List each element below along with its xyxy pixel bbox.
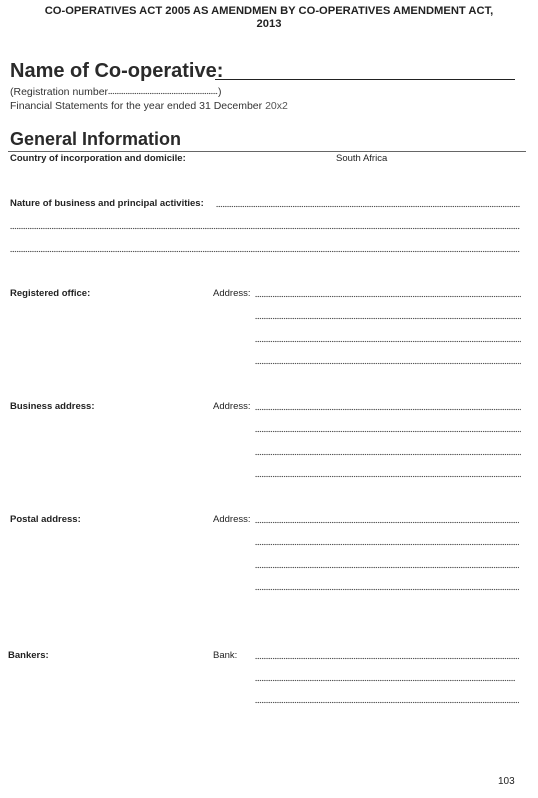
registered-office-field-3[interactable] — [255, 340, 521, 343]
bank-field-1[interactable] — [255, 657, 519, 660]
postal-address-address-label: Address: — [213, 514, 251, 525]
business-address-field-1[interactable] — [255, 408, 521, 411]
act-title-line1: CO-OPERATIVES ACT 2005 AS AMENDMEN BY CO-OPERATIVES AMENDMENT ACT, — [44, 5, 494, 17]
nature-of-business-field-1[interactable] — [216, 205, 520, 208]
postal-address-field-4[interactable] — [255, 588, 519, 591]
registered-office-label: Registered office: — [10, 288, 91, 299]
registration-number-field[interactable] — [108, 92, 218, 95]
business-address-field-3[interactable] — [255, 453, 521, 456]
financial-statements-line — [10, 100, 288, 112]
postal-address-field-1[interactable] — [255, 521, 519, 524]
country-value: South Africa — [336, 153, 388, 164]
registration-close: ) — [218, 86, 222, 98]
business-address-field-4[interactable] — [255, 475, 521, 478]
business-address-field-2[interactable] — [255, 430, 521, 433]
business-address-label: Business address: — [10, 401, 95, 412]
postal-address-label: Postal address: — [10, 514, 81, 525]
country-label: Country of incorporation and domicile: — [10, 153, 186, 164]
bank-field-2[interactable] — [255, 679, 515, 682]
nature-of-business-field-2[interactable] — [10, 227, 520, 230]
business-address-address-label: Address: — [213, 401, 251, 412]
registered-office-field-1[interactable] — [255, 295, 521, 298]
registered-office-field-4[interactable] — [255, 362, 521, 365]
year-suffix: 20x2 — [265, 100, 288, 112]
bank-label: Bank: — [213, 650, 238, 661]
nature-of-business-field-3[interactable] — [10, 250, 520, 253]
act-title-line2: 2013 — [256, 18, 282, 30]
postal-address-field-3[interactable] — [255, 566, 519, 569]
nature-of-business-label: Nature of business and principal activities: — [10, 198, 204, 209]
cooperative-name-label: Name of Co-operative: — [10, 60, 224, 82]
registered-office-field-2[interactable] — [255, 317, 521, 320]
cooperative-name-field[interactable] — [215, 79, 515, 80]
heading-divider — [8, 151, 526, 152]
registration-number-line — [10, 86, 222, 98]
general-information-heading: General Information — [10, 129, 182, 149]
bankers-label: Bankers: — [8, 650, 49, 661]
postal-address-field-2[interactable] — [255, 543, 519, 546]
page-number: 103 — [498, 776, 515, 787]
bank-field-3[interactable] — [255, 701, 519, 704]
registered-office-address-label: Address: — [213, 288, 251, 299]
registration-number-label: (Registration number — [10, 86, 109, 98]
financial-statements-text: Financial Statements for the year ended 31 December — [10, 100, 266, 112]
